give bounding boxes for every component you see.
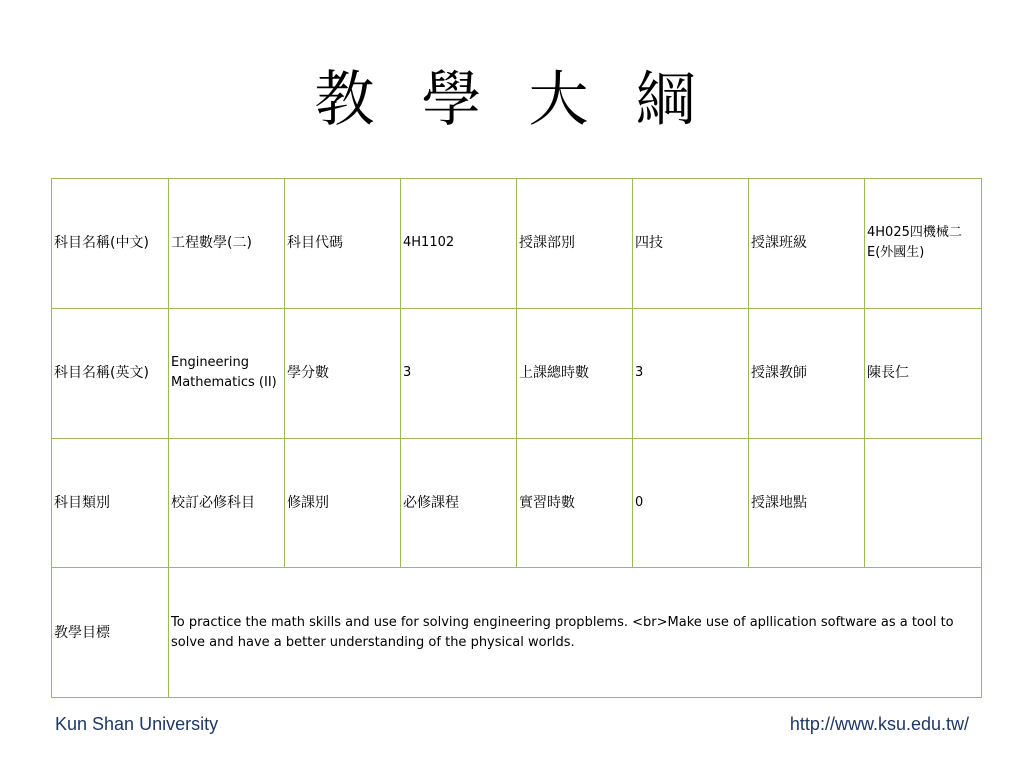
class-label: 授課班級	[749, 179, 865, 309]
table-row	[52, 438, 982, 568]
objective-label: 教學目標	[52, 568, 169, 698]
division-value: 四技	[633, 179, 749, 309]
division-label: 授課部別	[517, 179, 633, 309]
syllabus-table	[51, 178, 982, 698]
university-name: Kun Shan University	[55, 714, 219, 734]
objective-text: To practice the math skills and use for solving engineering propblems. <br>Make use of apllication software as a tool to solve and have a better understanding of the physical worlds.	[169, 568, 982, 698]
university-url: http://www.ksu.edu.tw/	[789, 714, 969, 734]
instructor-label: 授課教師	[749, 308, 865, 438]
page-title: 教 學 大 綱	[314, 65, 710, 135]
total-hours-value: 3	[633, 308, 749, 438]
course-name-en-value: Engineering Mathematics (II)	[169, 308, 285, 438]
practice-hours-label: 實習時數	[517, 438, 633, 568]
course-code-value: 4H1102	[401, 179, 517, 309]
credits-value: 3	[401, 308, 517, 438]
table-row	[52, 179, 982, 309]
course-code-label: 科目代碼	[285, 179, 401, 309]
table-row	[52, 568, 982, 698]
course-category-value: 校訂必修科目	[169, 438, 285, 568]
course-type-label: 修課別	[285, 438, 401, 568]
practice-hours-value: 0	[633, 438, 749, 568]
course-name-zh-label: 科目名稱(中文)	[52, 179, 169, 309]
table-row	[52, 308, 982, 438]
location-label: 授課地點	[749, 438, 865, 568]
instructor-value: 陳長仁	[865, 308, 982, 438]
course-name-en-label: 科目名稱(英文)	[52, 308, 169, 438]
total-hours-label: 上課總時數	[517, 308, 633, 438]
course-type-value: 必修課程	[401, 438, 517, 568]
class-value: 4H025四機械二E(外國生)	[865, 179, 982, 309]
credits-label: 學分數	[285, 308, 401, 438]
location-value	[865, 438, 982, 568]
course-category-label: 科目類別	[52, 438, 169, 568]
course-name-zh-value: 工程數學(二)	[169, 179, 285, 309]
